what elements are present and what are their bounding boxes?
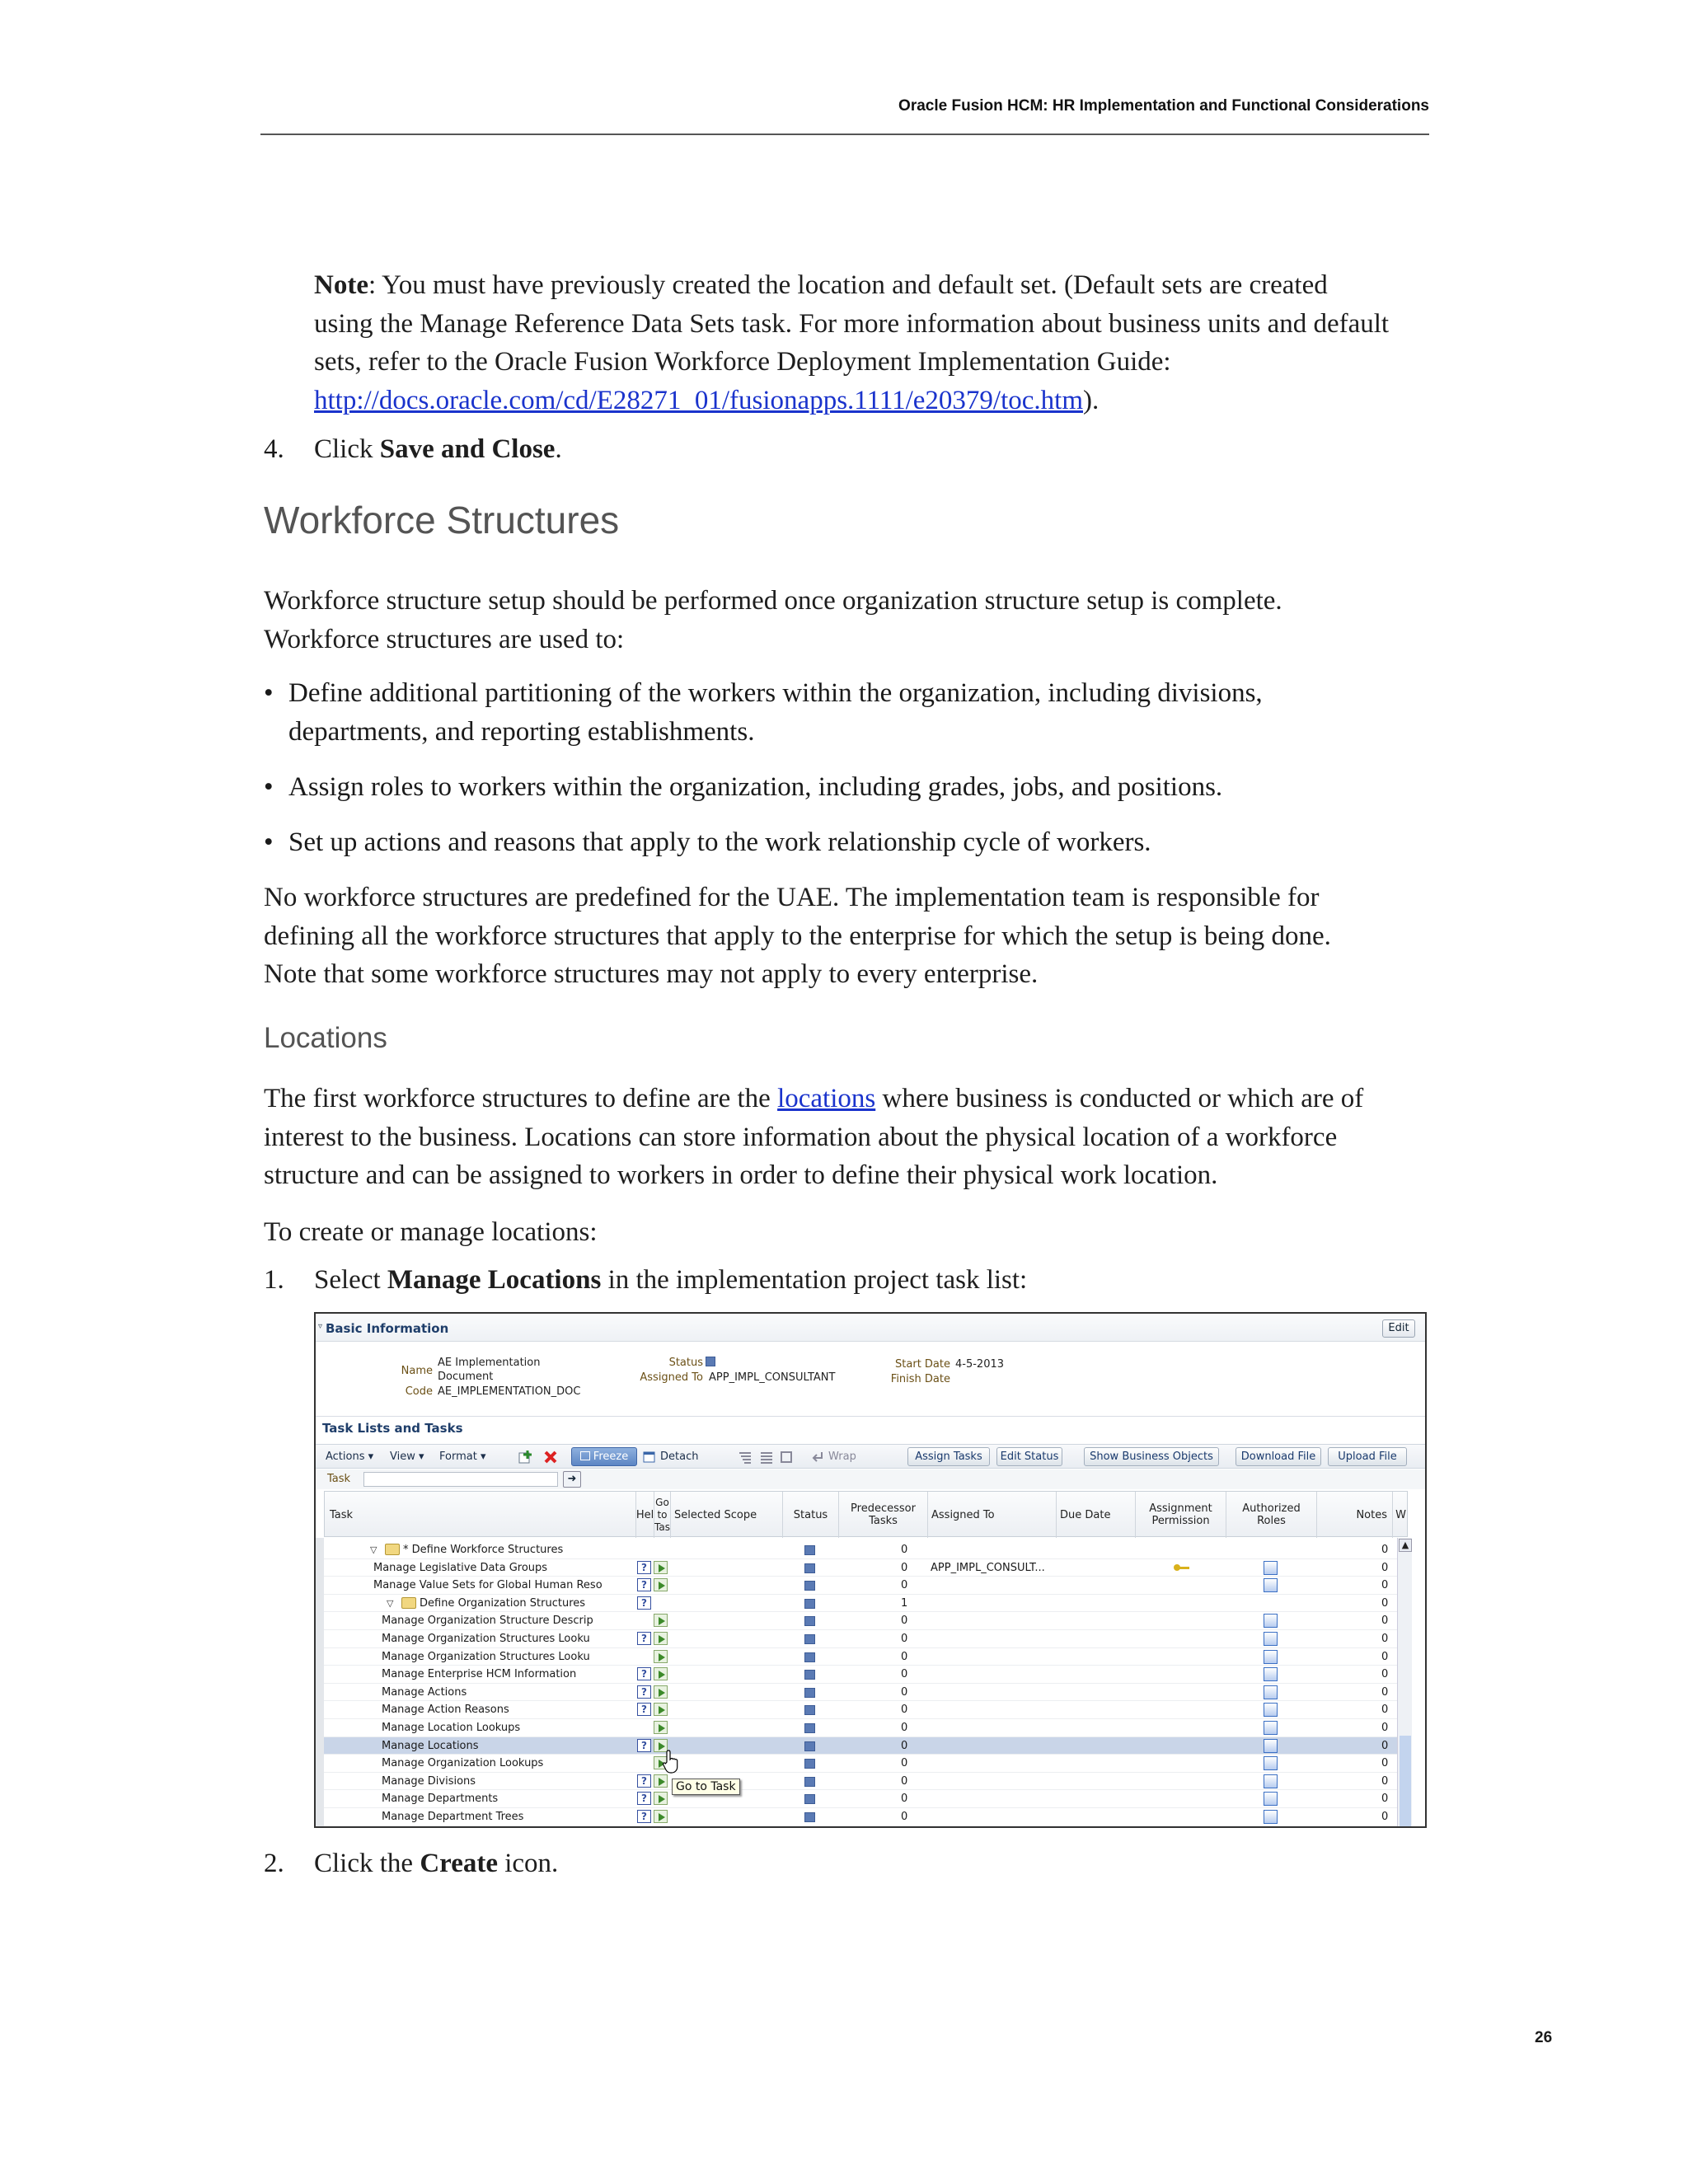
- row-icon[interactable]: [759, 1450, 774, 1465]
- task-name[interactable]: Manage Organization Structure Descrip: [382, 1615, 593, 1628]
- bullet-1-line-1: Define additional partitioning of the workers within the organization, including divisions,: [288, 678, 1263, 708]
- table-row[interactable]: [324, 1559, 1397, 1577]
- status-icon: [804, 1741, 815, 1751]
- bullet-3-line-1: Set up actions and reasons that apply to the work relationship cycle of workers.: [288, 827, 1151, 857]
- para-3-post: where business is conducted or which are of: [875, 1084, 1364, 1113]
- code-value: AE_IMPLEMENTATION_DOC: [438, 1385, 581, 1398]
- download-file-button[interactable]: Download File: [1236, 1447, 1321, 1466]
- table-row[interactable]: [324, 1808, 1397, 1826]
- col-authorized-roles[interactable]: Authorized Roles: [1226, 1492, 1317, 1538]
- roles-icon[interactable]: [1264, 1792, 1278, 1806]
- predecessor-count: 0: [901, 1579, 908, 1592]
- running-header: Oracle Fusion HCM: HR Implementation and Functional Considerations: [898, 97, 1429, 115]
- task-name[interactable]: Manage Departments: [382, 1793, 499, 1806]
- status-icon: [804, 1794, 815, 1804]
- note-line-2: using the Manage Reference Data Sets task. For more information about business units and default: [314, 308, 1390, 339]
- intro-line-2: Workforce structures are used to:: [264, 624, 625, 654]
- status-label: Status: [668, 1357, 703, 1369]
- roles-icon[interactable]: [1264, 1703, 1278, 1717]
- para-2-line-3: Note that some workforce structures may not apply to every enterprise.: [264, 959, 1039, 989]
- go-to-task-icon[interactable]: [654, 1561, 668, 1574]
- table-row[interactable]: [324, 1755, 1397, 1773]
- col-extra[interactable]: W: [1395, 1508, 1406, 1521]
- roles-icon[interactable]: [1264, 1578, 1278, 1592]
- task-name[interactable]: Manage Action Reasons: [382, 1704, 509, 1717]
- task-filter-label: Task: [327, 1473, 351, 1485]
- status-icon: [706, 1357, 715, 1366]
- edit-status-button[interactable]: Edit Status: [996, 1447, 1062, 1466]
- delete-icon[interactable]: [543, 1450, 558, 1465]
- col-selected-scope[interactable]: Selected Scope: [671, 1492, 783, 1538]
- predecessor-count: 0: [901, 1650, 908, 1663]
- status-icon: [804, 1652, 815, 1662]
- freeze-icon: [580, 1451, 590, 1460]
- notes-count: 0: [1381, 1561, 1389, 1574]
- status-icon: [804, 1563, 815, 1573]
- expand-icon[interactable]: ▽: [387, 1597, 394, 1609]
- notes-count: 0: [1381, 1633, 1389, 1645]
- roles-icon[interactable]: [1264, 1810, 1278, 1824]
- scroll-up-icon[interactable]: ▲: [1399, 1539, 1412, 1552]
- predecessor-count: 0: [901, 1811, 908, 1823]
- notes-count: 0: [1381, 1811, 1389, 1823]
- predecessor-count: 0: [901, 1633, 908, 1645]
- reorder-icon[interactable]: [779, 1450, 794, 1465]
- table-row[interactable]: [324, 1577, 1397, 1595]
- expand-icon[interactable]: ▽: [370, 1544, 377, 1555]
- go-to-task-icon[interactable]: [654, 1792, 668, 1805]
- subsection-title: Locations: [264, 1022, 387, 1054]
- code-label: Code: [405, 1385, 433, 1398]
- para-3-line-3: structure and can be assigned to workers in order to define their physical work location.: [264, 1160, 1218, 1190]
- header-rule: [260, 134, 1429, 135]
- step-1-bold: Manage Locations: [387, 1265, 602, 1295]
- table-header: [324, 1491, 1408, 1537]
- table-row[interactable]: [324, 1630, 1397, 1648]
- step-1-text: [314, 1261, 1027, 1300]
- table-row[interactable]: [324, 1541, 1397, 1559]
- status-icon: [804, 1670, 815, 1680]
- assign-tasks-button[interactable]: Assign Tasks: [907, 1447, 990, 1466]
- go-to-task-icon[interactable]: [654, 1578, 668, 1591]
- step-2-post: icon.: [497, 1849, 559, 1878]
- col-due-date[interactable]: Due Date: [1057, 1492, 1136, 1538]
- notes-count: 0: [1381, 1722, 1389, 1734]
- predecessor-count: 0: [901, 1793, 908, 1806]
- roles-icon[interactable]: [1264, 1650, 1278, 1664]
- notes-count: 0: [1381, 1596, 1389, 1610]
- col-predecessor[interactable]: Predecessor Tasks: [839, 1492, 928, 1538]
- start-date-label: Start Date: [895, 1358, 950, 1371]
- step-1-post: in the implementation project task list:: [601, 1265, 1028, 1295]
- help-icon[interactable]: ?: [637, 1561, 651, 1574]
- para-2-line-1: No workforce structures are predefined for the UAE. The implementation team is responsible for: [264, 883, 1320, 912]
- vertical-scrollbar[interactable]: [1397, 1538, 1412, 1828]
- upload-file-button[interactable]: Upload File: [1328, 1447, 1407, 1466]
- task-name[interactable]: Manage Enterprise HCM Information: [382, 1668, 577, 1681]
- format-menu[interactable]: Format ▾: [439, 1451, 486, 1463]
- hand-cursor-icon: [662, 1749, 682, 1774]
- roles-icon[interactable]: [1264, 1739, 1278, 1753]
- task-name[interactable]: Manage Department Trees: [382, 1811, 524, 1823]
- roles-icon[interactable]: [1264, 1561, 1278, 1575]
- roles-icon[interactable]: [1264, 1774, 1278, 1788]
- notes-count: 0: [1381, 1793, 1389, 1806]
- task-name[interactable]: * Define Workforce Structures: [403, 1544, 564, 1556]
- notes-count: 0: [1381, 1650, 1389, 1663]
- status-icon: [804, 1705, 815, 1715]
- roles-icon[interactable]: [1264, 1756, 1278, 1770]
- help-icon[interactable]: ?: [637, 1578, 651, 1591]
- step-4-number: 4.: [264, 434, 284, 464]
- basic-info-bar: [316, 1314, 1425, 1342]
- key-icon[interactable]: [1173, 1563, 1191, 1572]
- col-status[interactable]: Status: [783, 1492, 839, 1538]
- bullet-item: [264, 768, 1223, 807]
- help-icon[interactable]: ?: [637, 1792, 651, 1805]
- predecessor-count: 0: [901, 1615, 908, 1628]
- show-business-objects-button[interactable]: Show Business Objects: [1084, 1447, 1219, 1466]
- col-goto[interactable]: Go to Tas: [654, 1492, 671, 1538]
- table-row[interactable]: [324, 1666, 1397, 1684]
- help-icon[interactable]: ?: [637, 1685, 651, 1699]
- bullet-dot: •: [264, 772, 274, 802]
- status-icon: [804, 1688, 815, 1698]
- predecessor-count: 0: [901, 1739, 908, 1752]
- wrap-label[interactable]: Wrap: [828, 1451, 856, 1463]
- help-icon[interactable]: ?: [637, 1632, 651, 1645]
- view-menu[interactable]: View ▾: [390, 1451, 424, 1463]
- status-icon: [804, 1545, 815, 1555]
- go-to-task-icon[interactable]: [654, 1650, 668, 1663]
- bullet-dot: •: [264, 827, 274, 857]
- table-row[interactable]: [324, 1773, 1397, 1791]
- para-3-line-2: interest to the business. Locations can store information about the physical location of a workforce: [264, 1122, 1338, 1152]
- task-lists-title: Task Lists and Tasks: [322, 1421, 463, 1436]
- help-icon[interactable]: ?: [637, 1667, 651, 1680]
- task-name[interactable]: Manage Legislative Data Groups: [373, 1561, 548, 1574]
- roles-icon[interactable]: [1264, 1685, 1278, 1699]
- para-3-pre: The first workforce structures to define are the: [264, 1084, 778, 1113]
- step-2-text: [314, 1844, 558, 1883]
- table-row[interactable]: [324, 1612, 1397, 1630]
- divider: [316, 1416, 1425, 1417]
- task-name[interactable]: Manage Organization Lookups: [382, 1757, 544, 1770]
- page-number: 26: [1535, 2029, 1553, 2046]
- freeze-button[interactable]: [571, 1447, 637, 1466]
- notes-count: 0: [1381, 1668, 1389, 1681]
- bullet-item: [264, 823, 1151, 862]
- go-to-task-tooltip: Go to Task: [672, 1779, 740, 1795]
- task-name[interactable]: Manage Organization Structures Looku: [382, 1650, 590, 1663]
- freeze-label: Freeze: [593, 1451, 629, 1463]
- predecessor-count: 0: [901, 1544, 908, 1556]
- note-line-3: sets, refer to the Oracle Fusion Workforce Deployment Implementation Guide:: [314, 347, 1171, 377]
- table-row[interactable]: [324, 1648, 1397, 1666]
- task-filter-row: [316, 1469, 1425, 1489]
- task-name[interactable]: Manage Locations: [382, 1739, 479, 1752]
- help-icon[interactable]: ?: [637, 1739, 651, 1752]
- predecessor-count: 0: [901, 1774, 908, 1788]
- column-icon[interactable]: [738, 1450, 753, 1465]
- finish-date-label: Finish Date: [890, 1373, 950, 1385]
- bullet-2-line-1: Assign roles to workers within the organization, including grades, jobs, and positions.: [288, 772, 1223, 802]
- name-label: Name: [401, 1365, 433, 1377]
- docs-link[interactable]: http://docs.oracle.com/cd/E28271_01/fusionapps.1111/e20379/toc.htm: [314, 385, 1084, 415]
- go-to-task-icon[interactable]: [654, 1632, 668, 1645]
- step-4-bold: Save and Close: [379, 434, 556, 464]
- locations-link[interactable]: locations: [777, 1084, 876, 1113]
- table-row[interactable]: [324, 1737, 1397, 1755]
- task-filter-input[interactable]: [363, 1472, 558, 1487]
- para-2: [264, 879, 1331, 994]
- step-4-post: .: [555, 434, 562, 464]
- para-2-line-2: defining all the workforce structures that apply to the enterprise for which the setup is being done.: [264, 921, 1331, 951]
- status-icon: [804, 1599, 815, 1609]
- detach-label[interactable]: Detach: [660, 1451, 699, 1463]
- task-name[interactable]: Manage Organization Structures Looku: [382, 1633, 590, 1645]
- note-paragraph: [314, 266, 1389, 419]
- assigned-to-value: APP_IMPL_CONSULT...: [931, 1561, 1045, 1574]
- edit-button[interactable]: Edit: [1382, 1319, 1415, 1338]
- add-row-icon[interactable]: [518, 1450, 533, 1465]
- predecessor-count: 1: [901, 1596, 908, 1610]
- start-date-value: 4-5-2013: [955, 1358, 1005, 1371]
- intro-line-1: Workforce structure setup should be performed once organization structure setup is complete.: [264, 586, 1282, 616]
- predecessor-count: 0: [901, 1722, 908, 1734]
- status-icon: [804, 1581, 815, 1591]
- step-2-bold: Create: [420, 1849, 498, 1878]
- task-list-screenshot: [314, 1312, 1427, 1828]
- col-assigned-to[interactable]: Assigned To: [928, 1492, 1057, 1538]
- task-table-body: [324, 1538, 1397, 1828]
- status-icon: [804, 1759, 815, 1769]
- section-title: Workforce Structures: [264, 499, 620, 541]
- help-icon[interactable]: ?: [637, 1596, 651, 1610]
- roles-icon[interactable]: [1264, 1667, 1278, 1681]
- status-icon: [804, 1723, 815, 1733]
- step-1-number: 1.: [264, 1265, 284, 1295]
- notes-count: 0: [1381, 1685, 1389, 1699]
- note-label: Note: [314, 270, 368, 300]
- go-to-task-icon[interactable]: [654, 1721, 668, 1734]
- predecessor-count: 0: [901, 1668, 908, 1681]
- step-4-text: [314, 430, 562, 469]
- folder-icon: [401, 1597, 416, 1609]
- help-icon[interactable]: ?: [637, 1774, 651, 1788]
- table-toolbar: [316, 1444, 1425, 1469]
- step-1-pre: Select: [314, 1265, 387, 1295]
- col-notes[interactable]: Notes: [1317, 1492, 1393, 1538]
- status-icon: [804, 1777, 815, 1787]
- go-to-task-icon[interactable]: [654, 1685, 668, 1699]
- step-2-number: 2.: [264, 1849, 284, 1878]
- notes-count: 0: [1381, 1615, 1389, 1628]
- name-value-2: Document: [438, 1371, 494, 1383]
- assigned-to-value: APP_IMPL_CONSULTANT: [709, 1371, 836, 1384]
- name-value-1: AE Implementation: [438, 1357, 541, 1369]
- notes-count: 0: [1381, 1774, 1389, 1788]
- go-to-task-icon[interactable]: [654, 1667, 668, 1680]
- task-filter-go-icon[interactable]: ➜: [563, 1471, 581, 1488]
- col-task[interactable]: Task: [325, 1492, 636, 1538]
- note-line-1: : You must have previously created the location and default set. (Default sets are created: [368, 270, 1328, 300]
- task-name[interactable]: Define Organization Structures: [420, 1596, 586, 1610]
- bullet-dot: •: [264, 678, 274, 708]
- task-name[interactable]: Manage Divisions: [382, 1774, 476, 1788]
- roles-icon[interactable]: [1264, 1632, 1278, 1646]
- table-row[interactable]: [324, 1719, 1397, 1737]
- notes-count: 0: [1381, 1739, 1389, 1752]
- scroll-thumb[interactable]: [1400, 1736, 1411, 1826]
- assigned-to-label: Assigned To: [640, 1371, 703, 1384]
- col-help[interactable]: Hel: [636, 1492, 654, 1538]
- folder-icon: [385, 1544, 400, 1555]
- roles-icon[interactable]: [1264, 1721, 1278, 1735]
- status-icon: [804, 1634, 815, 1644]
- predecessor-count: 0: [901, 1757, 908, 1770]
- basic-info-title: Basic Information: [326, 1321, 449, 1336]
- notes-count: 0: [1381, 1757, 1389, 1770]
- go-to-task-icon[interactable]: [654, 1703, 668, 1716]
- task-name[interactable]: Manage Value Sets for Global Human Reso: [373, 1579, 603, 1592]
- help-icon[interactable]: ?: [637, 1810, 651, 1823]
- go-to-task-icon[interactable]: [654, 1810, 668, 1823]
- predecessor-count: 0: [901, 1561, 908, 1574]
- notes-count: 0: [1381, 1579, 1389, 1592]
- table-row[interactable]: [324, 1790, 1397, 1808]
- notes-count: 0: [1381, 1704, 1389, 1717]
- detach-icon[interactable]: [642, 1450, 657, 1465]
- row-selector-gutter: [316, 1538, 324, 1828]
- help-icon[interactable]: ?: [637, 1703, 651, 1716]
- status-icon: [804, 1616, 815, 1626]
- para-3: [264, 1080, 1363, 1195]
- roles-icon[interactable]: [1264, 1614, 1278, 1628]
- task-name[interactable]: Manage Location Lookups: [382, 1722, 521, 1734]
- notes-count: 0: [1381, 1544, 1389, 1556]
- task-name[interactable]: Manage Actions: [382, 1685, 467, 1699]
- step-2-pre: Click the: [314, 1849, 420, 1878]
- step-4-pre: Click: [314, 434, 380, 464]
- table-row[interactable]: [324, 1701, 1397, 1719]
- intro-paragraph: [264, 582, 1282, 658]
- note-link-suffix: ).: [1083, 385, 1100, 415]
- status-icon: [804, 1812, 815, 1822]
- predecessor-count: 0: [901, 1704, 908, 1717]
- go-to-task-icon[interactable]: [654, 1614, 668, 1627]
- go-to-task-icon[interactable]: [654, 1774, 668, 1788]
- predecessor-count: 0: [901, 1685, 908, 1699]
- col-assignment-permission[interactable]: Assignment Permission: [1136, 1492, 1226, 1538]
- para-4: To create or manage locations:: [264, 1217, 598, 1247]
- wrap-icon[interactable]: [810, 1450, 825, 1465]
- bullet-1-line-2: departments, and reporting establishments.: [288, 716, 755, 747]
- table-row[interactable]: [324, 1684, 1397, 1702]
- actions-menu[interactable]: Actions ▾: [326, 1451, 374, 1463]
- collapse-icon[interactable]: ▿: [318, 1322, 323, 1331]
- table-row[interactable]: [324, 1595, 1397, 1613]
- bullet-item: [264, 674, 1263, 751]
